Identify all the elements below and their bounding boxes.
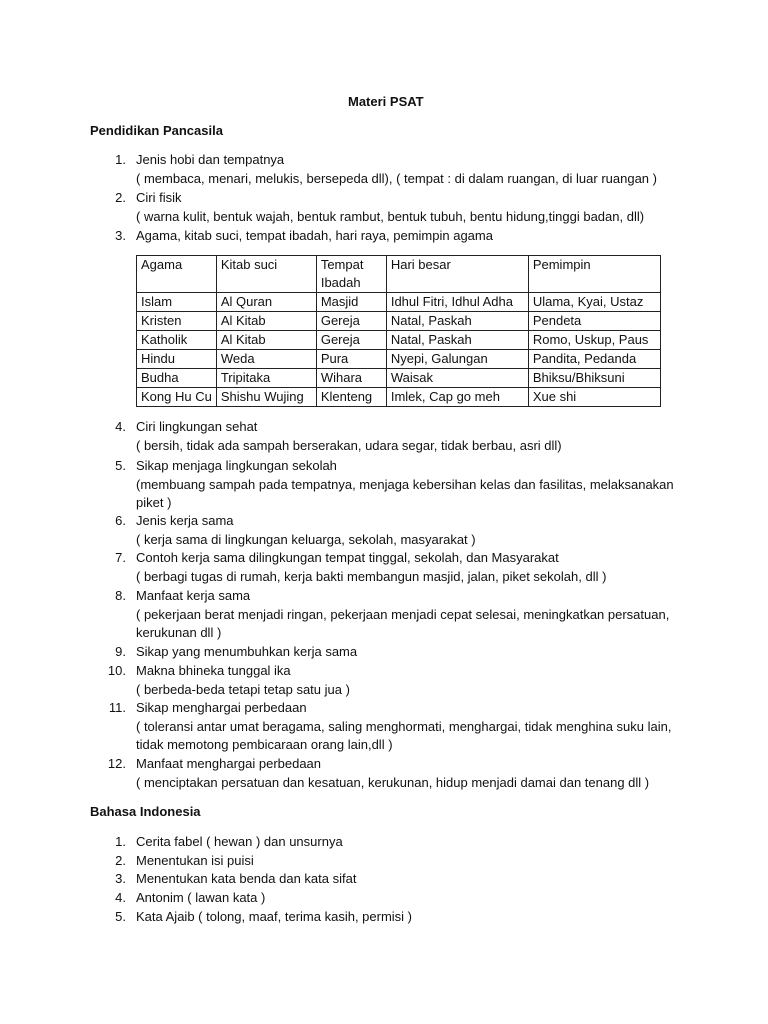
table-cell: Gereja (316, 331, 386, 350)
list-item-detail: ( pekerjaan berat menjadi ringan, pekerjaan menjadi cepat selesai, meningkatkan persatuan, (136, 606, 670, 622)
table-cell: Nyepi, Galungan (386, 350, 528, 369)
table-cell: Waisak (386, 369, 528, 388)
table-cell: Budha (137, 369, 217, 388)
table-cell: Shishu Wujing (216, 388, 316, 407)
table-cell: Klenteng (316, 388, 386, 407)
list-item-title: Sikap menghargai perbedaan (136, 700, 307, 715)
list-number: 10. (107, 663, 126, 678)
list-item-title: Menentukan isi puisi (136, 853, 254, 868)
table-cell: Weda (216, 350, 316, 369)
table-row (137, 331, 661, 350)
list-number: 12. (107, 756, 126, 771)
list-item-detail: ( berbagi tugas di rumah, kerja bakti membangun masjid, jalan, piket sekolah, dll ) (136, 568, 607, 584)
table-header-cell (216, 256, 316, 293)
list-number: 4. (115, 419, 126, 434)
list-item-detail: ( kerja sama di lingkungan keluarga, sekolah, masyarakat ) (136, 531, 476, 547)
table-cell: Natal, Paskah (386, 312, 528, 331)
table-cell: Xue shi (528, 388, 660, 407)
list-item-detail: ( bersih, tidak ada sampah berserakan, udara segar, tidak berbau, asri dll) (136, 437, 562, 453)
table-cell: Islam (137, 293, 217, 312)
table-cell: Masjid (316, 293, 386, 312)
list-item-title: Manfaat menghargai perbedaan (136, 756, 322, 771)
table-header-cell (528, 256, 660, 293)
list-number: 5. (115, 909, 126, 924)
list-item-detail: ( menciptakan persatuan dan kesatuan, kerukunan, hidup menjadi damai dan tenang dll ) (136, 774, 650, 790)
list-item-detail: kerukunan dll ) (136, 625, 222, 641)
table-cell: Wihara (316, 369, 386, 388)
list-item-title: Jenis kerja sama (136, 513, 234, 528)
list-number: 1. (115, 834, 126, 849)
table-header-cell (316, 256, 386, 293)
table-header-text: Kitab suci (220, 257, 278, 272)
table-cell: Ulama, Kyai, Ustaz (528, 293, 660, 312)
list-item-detail: ( membaca, menari, melukis, bersepeda dll), ( tempat : di dalam ruangan, di luar ruangan ) (136, 170, 657, 186)
list-item-title: Manfaat kerja sama (136, 588, 251, 603)
list-item-title: Makna bhineka tunggal ika (136, 663, 291, 678)
list-number: 11. (108, 700, 126, 715)
table-header-text: Tempat (320, 257, 364, 272)
list-item-detail: ( warna kulit, bentuk wajah, bentuk rambut, bentuk tubuh, bentu hidung,tinggi badan, dll) (136, 208, 645, 224)
list-item-title: Menentukan kata benda dan kata sifat (136, 871, 357, 886)
list-item-detail: (membuang sampah pada tempatnya, menjaga kebersihan kelas dan fasilitas, melaksanakan (136, 476, 674, 492)
list-item-title: Jenis hobi dan tempatnya (136, 152, 285, 167)
list-item-detail: ( toleransi antar umat beragama, saling menghormati, menghargai, tidak menghina suku lain, (136, 718, 672, 734)
list-number: 6. (115, 513, 126, 528)
list-number: 2. (115, 853, 126, 868)
list-number: 7. (115, 550, 126, 565)
table-header-text: Hari besar (390, 257, 451, 272)
list-item-title: Antonim ( lawan kata ) (136, 890, 266, 905)
list-number: 8. (115, 588, 126, 603)
list-number: 1. (115, 152, 126, 167)
table-header-cell (386, 256, 528, 293)
list-item-title: Kata Ajaib ( tolong, maaf, terima kasih, permisi ) (136, 909, 413, 924)
page-title: Materi PSAT (348, 94, 424, 109)
table-cell: Kong Hu Cu (137, 388, 217, 407)
list-item-title: Sikap menjaga lingkungan sekolah (136, 458, 337, 473)
table-header-text: Agama (141, 257, 183, 272)
table-header-text: Pemimpin (532, 257, 591, 272)
table-row (137, 369, 661, 388)
section-heading-pancasila: Pendidikan Pancasila (90, 123, 223, 138)
list-number: 3. (115, 871, 126, 886)
table-cell: Natal, Paskah (386, 331, 528, 350)
table-header-text: Ibadah (320, 275, 361, 290)
list-item-title: Contoh kerja sama dilingkungan tempat tinggal, sekolah, dan Masyarakat (136, 550, 559, 565)
table-cell: Pura (316, 350, 386, 369)
list-number: 2. (115, 190, 126, 205)
table-header-cell (137, 256, 217, 293)
list-item-detail: piket ) (136, 495, 172, 511)
list-item-title: Agama, kitab suci, tempat ibadah, hari raya, pemimpin agama (136, 228, 493, 243)
table-cell: Katholik (137, 331, 217, 350)
list-item-title: Ciri fisik (136, 190, 182, 205)
list-item-detail: ( berbeda-beda tetapi tetap satu jua ) (136, 681, 350, 697)
table-cell: Tripitaka (216, 369, 316, 388)
table-cell: Pandita, Pedanda (528, 350, 660, 369)
table-cell: Bhiksu/Bhiksuni (528, 369, 660, 388)
table-cell: Romo, Uskup, Paus (528, 331, 660, 350)
religion-table (136, 255, 661, 407)
table-cell: Pendeta (528, 312, 660, 331)
list-number: 5. (115, 458, 126, 473)
list-item-detail: tidak memotong pembicaraan orang lain,dll ) (136, 737, 393, 753)
table-cell: Hindu (137, 350, 217, 369)
list-number: 9. (115, 644, 126, 659)
list-item-title: Cerita fabel ( hewan ) dan unsurnya (136, 834, 343, 849)
table-cell: Imlek, Cap go meh (386, 388, 528, 407)
list-item-title: Sikap yang menumbuhkan kerja sama (136, 644, 358, 659)
table-cell: Al Quran (216, 293, 316, 312)
section-heading-bahasa: Bahasa Indonesia (90, 804, 201, 819)
table-cell: Al Kitab (216, 312, 316, 331)
table-cell: Al Kitab (216, 331, 316, 350)
table-row (137, 293, 661, 312)
table-cell: Gereja (316, 312, 386, 331)
list-number: 4. (115, 890, 126, 905)
table-row (137, 312, 661, 331)
table-cell: Idhul Fitri, Idhul Adha (386, 293, 528, 312)
table-header-row (137, 256, 661, 293)
table-row (137, 350, 661, 369)
table-row (137, 388, 661, 407)
list-number: 3. (115, 228, 126, 243)
list-item-title: Ciri lingkungan sehat (136, 419, 258, 434)
table-cell: Kristen (137, 312, 217, 331)
